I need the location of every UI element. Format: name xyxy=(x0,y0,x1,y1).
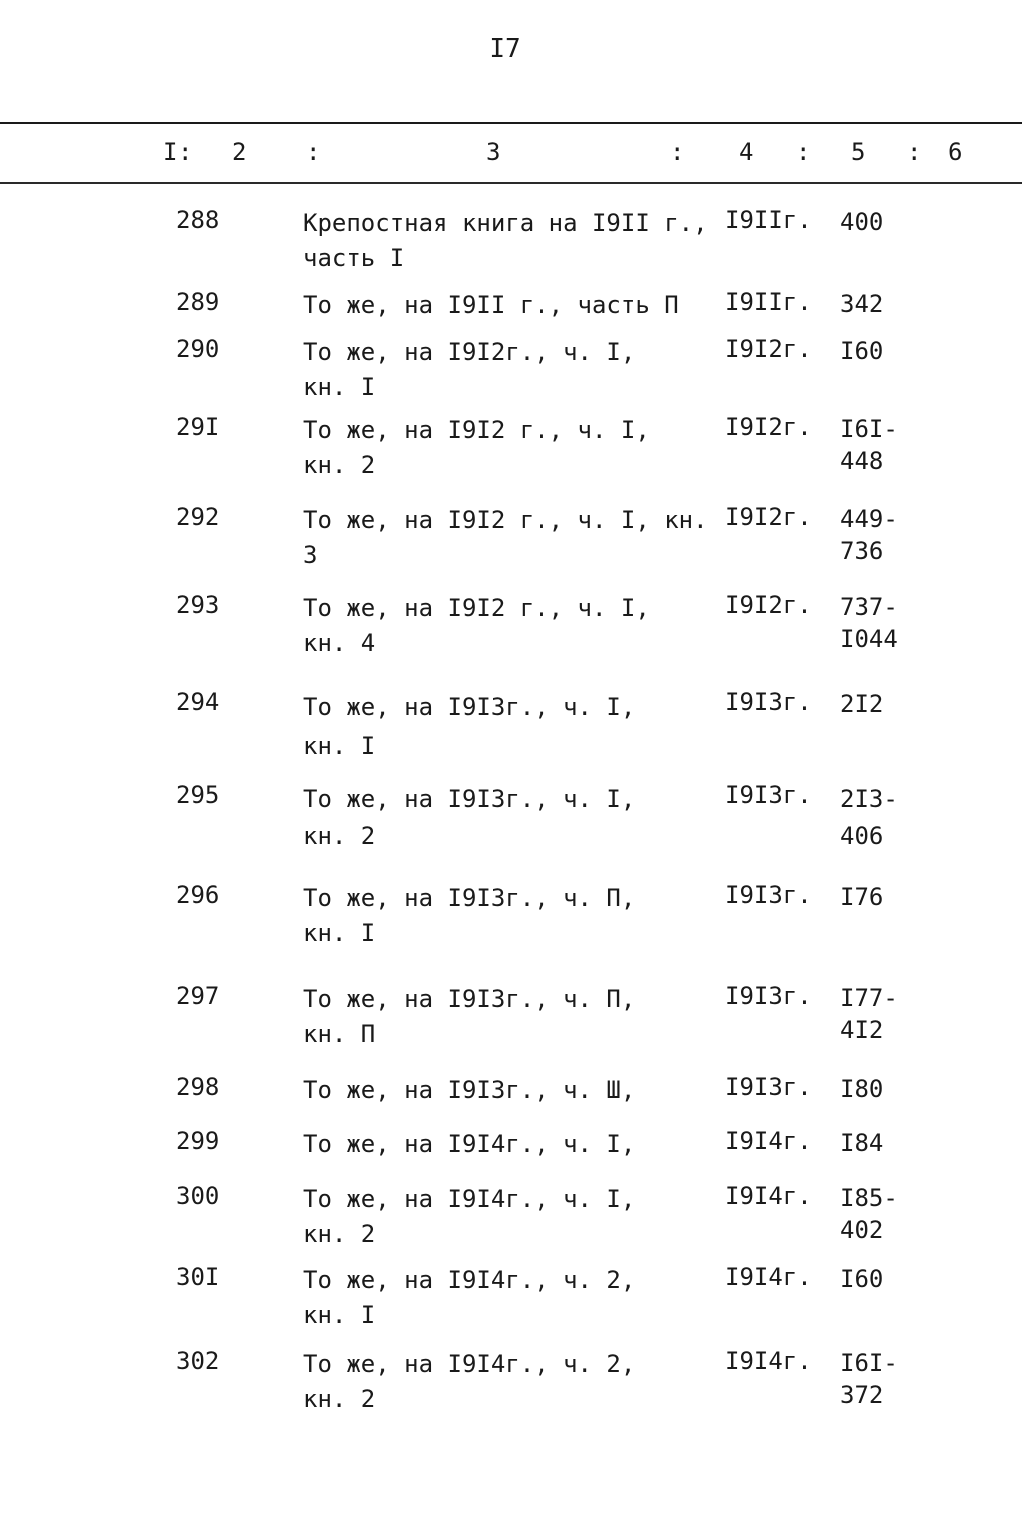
sheets-line: 406 xyxy=(840,822,884,850)
sheets-line: 736 xyxy=(840,537,884,565)
description-line: кн. 4 xyxy=(303,629,376,657)
entry-description xyxy=(303,881,713,951)
description-line: То же, на I9I3г., ч. I, xyxy=(303,693,636,721)
entry-number: 296 xyxy=(176,881,220,909)
sheets-line: I84 xyxy=(840,1129,884,1157)
description-line: кн. 2 xyxy=(303,451,376,479)
entry-date: I9I2г. xyxy=(725,591,812,619)
entry-description xyxy=(303,1073,713,1108)
entry-description xyxy=(303,591,713,661)
header-separator: : xyxy=(670,138,685,166)
entry-date: I9I4г. xyxy=(725,1347,812,1375)
description-line: То же, на I9I4г., ч. I, xyxy=(303,1185,636,1213)
entry-number: 299 xyxy=(176,1127,220,1155)
entry-sheets xyxy=(840,288,920,320)
entry-number: 297 xyxy=(176,982,220,1010)
description-line: кн. П xyxy=(303,1020,376,1048)
sheets-line: I6I- xyxy=(840,1349,898,1377)
description-line: То же, на I9I4г., ч. I, xyxy=(303,1130,636,1158)
entry-sheets xyxy=(840,1182,920,1246)
sheets-line: I044 xyxy=(840,625,898,653)
header-separator: : xyxy=(306,138,321,166)
entry-number: 298 xyxy=(176,1073,220,1101)
sheets-line: I85- xyxy=(840,1184,898,1212)
entry-sheets xyxy=(840,881,920,913)
description-line: кн. 2 xyxy=(303,1385,376,1413)
entry-description xyxy=(303,1263,713,1333)
sheets-line: 402 xyxy=(840,1216,884,1244)
description-line: То же, на I9I3г., ч. П, xyxy=(303,884,636,912)
entry-sheets xyxy=(840,688,920,720)
header-bottom-rule xyxy=(0,182,1022,184)
table-header xyxy=(0,138,1024,170)
description-line: То же, на I9I2 г., ч. I, кн. xyxy=(303,506,708,534)
entry-sheets xyxy=(840,1127,920,1159)
entry-number: 292 xyxy=(176,503,220,531)
entry-description xyxy=(303,503,713,573)
sheets-line: 342 xyxy=(840,290,884,318)
sheets-line: 372 xyxy=(840,1381,884,1409)
description-line: То же, на I9I2 г., ч. I, xyxy=(303,416,650,444)
entry-sheets xyxy=(840,982,920,1046)
description-line: То же, на I9I4г., ч. 2, xyxy=(303,1266,636,1294)
entry-date: I9I3г. xyxy=(725,982,812,1010)
entry-date: I9I2г. xyxy=(725,413,812,441)
entry-date: I9I2г. xyxy=(725,503,812,531)
entry-sheets xyxy=(840,1263,920,1295)
description-line: Крепостная книга на I9II г., xyxy=(303,209,708,237)
entry-date: I9I4г. xyxy=(725,1127,812,1155)
description-line: То же, на I9I4г., ч. 2, xyxy=(303,1350,636,1378)
entry-description xyxy=(303,1182,713,1252)
page-number: I7 xyxy=(489,34,521,64)
header-top-rule xyxy=(0,122,1022,124)
entry-date: I9I4г. xyxy=(725,1182,812,1210)
description-line: кн. I xyxy=(303,373,376,401)
description-line: То же, на I9II г., часть П xyxy=(303,291,679,319)
sheets-line: 449- xyxy=(840,505,898,533)
description-line: часть I xyxy=(303,244,405,272)
entry-number: 295 xyxy=(176,781,220,809)
entry-date: I9I3г. xyxy=(725,881,812,909)
entry-sheets xyxy=(840,1073,920,1105)
entry-date: I9I3г. xyxy=(725,688,812,716)
sheets-line: I60 xyxy=(840,1265,884,1293)
entry-sheets xyxy=(840,1347,920,1411)
entry-description xyxy=(303,413,713,483)
entry-description xyxy=(303,1347,713,1417)
entry-date: I9I2г. xyxy=(725,335,812,363)
entry-description xyxy=(303,688,713,766)
entry-date: I9I4г. xyxy=(725,1263,812,1291)
entry-description xyxy=(303,206,713,276)
entry-description xyxy=(303,781,713,855)
entry-sheets xyxy=(840,781,920,855)
description-line: То же, на I9I2 г., ч. I, xyxy=(303,594,650,622)
entry-sheets xyxy=(840,413,920,477)
description-line: То же, на I9I3г., ч. П, xyxy=(303,985,636,1013)
sheets-line: 400 xyxy=(840,208,884,236)
description-line: 3 xyxy=(303,541,318,569)
header-col-3: 3 xyxy=(486,138,501,166)
entry-sheets xyxy=(840,591,920,655)
description-line: То же, на I9I3г., ч. Ш, xyxy=(303,1076,636,1104)
entry-number: 290 xyxy=(176,335,220,363)
entry-description xyxy=(303,982,713,1052)
description-line: кн. I xyxy=(303,732,376,760)
sheets-line: I6I- xyxy=(840,415,898,443)
entry-number: 302 xyxy=(176,1347,220,1375)
header-col-6: 6 xyxy=(948,138,963,166)
entry-number: 289 xyxy=(176,288,220,316)
header-separator: : xyxy=(907,138,922,166)
entry-number: 293 xyxy=(176,591,220,619)
sheets-line: I80 xyxy=(840,1075,884,1103)
header-separator: : xyxy=(796,138,811,166)
description-line: кн. I xyxy=(303,919,376,947)
entry-number: 300 xyxy=(176,1182,220,1210)
sheets-line: 2I3- xyxy=(840,785,898,813)
entry-description xyxy=(303,335,713,405)
entry-number: 30I xyxy=(176,1263,220,1291)
sheets-line: I76 xyxy=(840,883,884,911)
description-line: То же, на I9I2г., ч. I, xyxy=(303,338,636,366)
description-line: кн. 2 xyxy=(303,822,376,850)
header-col-1: I xyxy=(163,138,178,166)
entry-number: 294 xyxy=(176,688,220,716)
entry-sheets xyxy=(840,206,920,238)
sheets-line: I77- xyxy=(840,984,898,1012)
header-col-2: 2 xyxy=(232,138,247,166)
description-line: кн. 2 xyxy=(303,1220,376,1248)
entry-number: 29I xyxy=(176,413,220,441)
entry-sheets xyxy=(840,335,920,367)
sheets-line: 737- xyxy=(840,593,898,621)
entry-date: I9I3г. xyxy=(725,1073,812,1101)
sheets-line: I60 xyxy=(840,337,884,365)
entry-date: I9I3г. xyxy=(725,781,812,809)
entry-description xyxy=(303,288,713,323)
sheets-line: 2I2 xyxy=(840,690,884,718)
description-line: кн. I xyxy=(303,1301,376,1329)
entry-description xyxy=(303,1127,713,1162)
sheets-line: 4I2 xyxy=(840,1016,884,1044)
entry-date: I9IIг. xyxy=(725,288,812,316)
entry-sheets xyxy=(840,503,920,567)
sheets-line: 448 xyxy=(840,447,884,475)
header-separator: : xyxy=(178,138,193,166)
header-col-4: 4 xyxy=(739,138,754,166)
entry-date: I9IIг. xyxy=(725,206,812,234)
description-line: То же, на I9I3г., ч. I, xyxy=(303,785,636,813)
entry-number: 288 xyxy=(176,206,220,234)
header-col-5: 5 xyxy=(851,138,866,166)
